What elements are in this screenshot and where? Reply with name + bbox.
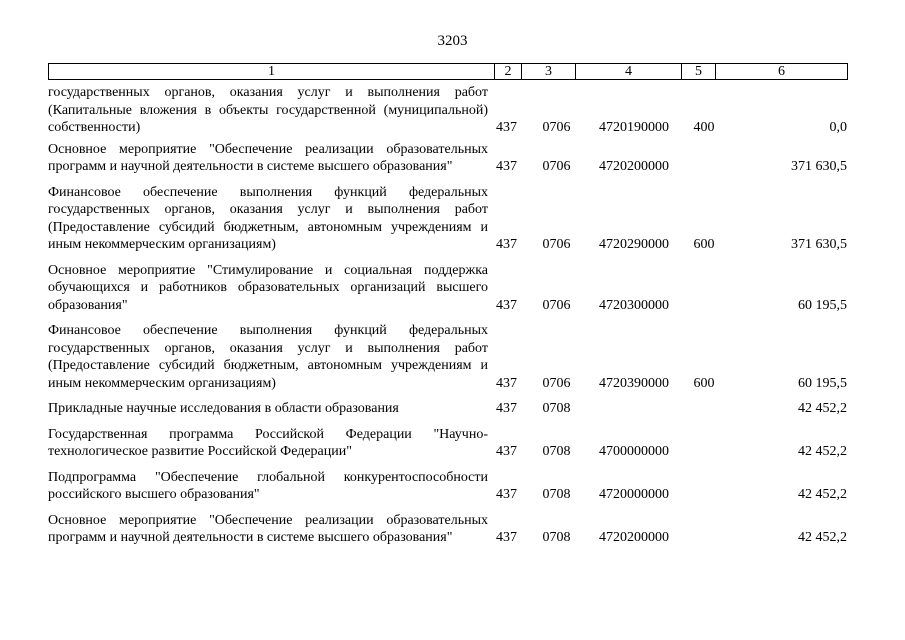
column-header-6: 6 (715, 64, 847, 79)
table-row (48, 184, 848, 254)
row-section-code: 0706 (542, 120, 571, 135)
table-row (48, 469, 848, 504)
row-section-code: 0708 (542, 444, 571, 459)
row-name: Финансовое обеспечение выполнения функций федеральных государственных органов, оказания услуг и выполнения работ (Предоставление субсидий бюджетным, автономным учреждениям и иным некоммерческим организациям) (48, 184, 488, 252)
table-row (48, 141, 848, 176)
column-header-2: 2 (494, 64, 521, 79)
row-target-code: 4720200000 (599, 530, 669, 545)
row-amount: 42 452,2 (798, 487, 847, 502)
table-row (48, 512, 848, 547)
row-amount: 60 195,5 (798, 375, 847, 391)
row-section-code: 0706 (542, 159, 571, 174)
row-target-code: 4720000000 (599, 487, 669, 502)
row-section-code: 0708 (542, 530, 571, 545)
row-section-code: 0706 (542, 297, 571, 313)
row-ministry-code: 437 (496, 401, 517, 416)
row-amount: 60 195,5 (798, 297, 847, 313)
table-body (48, 84, 848, 547)
row-expense-type: 400 (693, 120, 715, 135)
row-ministry-code: 437 (496, 375, 517, 391)
row-name: Государственная программа Российской Федерации "Научно-технологическое развитие Российской Федерации" (48, 426, 488, 459)
row-amount: 371 630,5 (791, 237, 847, 252)
row-name: государственных органов, оказания услуг и выполнения работ (Капитальные вложения в объекты государственной (муниципальной) собственности) (48, 85, 488, 135)
row-amount: 0,0 (829, 120, 847, 135)
row-expense-type: 600 (693, 237, 715, 252)
row-name: Прикладные научные исследования в области образования (48, 401, 399, 416)
row-target-code: 4720190000 (599, 120, 669, 135)
column-header-4: 4 (575, 64, 681, 79)
row-name: Основное мероприятие "Стимулирование и социальная поддержка обучающихся и работников образовательных организаций высшего образования" (48, 262, 488, 313)
row-target-code: 4700000000 (599, 444, 669, 459)
row-amount: 42 452,2 (798, 530, 847, 545)
table-row (48, 400, 848, 418)
column-header-1: 1 (268, 64, 275, 79)
row-ministry-code: 437 (496, 120, 517, 135)
table-row (48, 262, 848, 315)
row-section-code: 0706 (542, 375, 571, 391)
row-expense-type: 600 (693, 375, 715, 391)
row-target-code: 4720300000 (599, 297, 669, 313)
row-amount: 42 452,2 (798, 401, 847, 416)
row-amount: 371 630,5 (791, 159, 847, 174)
page-number: 3203 (437, 33, 468, 49)
table-header (48, 63, 848, 80)
row-section-code: 0706 (542, 237, 571, 252)
row-target-code: 4720200000 (599, 159, 669, 174)
row-ministry-code: 437 (496, 487, 517, 502)
row-ministry-code: 437 (496, 159, 517, 174)
row-ministry-code: 437 (496, 237, 517, 252)
row-section-code: 0708 (542, 401, 571, 416)
table-row (48, 322, 848, 392)
column-header-3: 3 (521, 64, 575, 79)
row-ministry-code: 437 (496, 530, 517, 545)
row-ministry-code: 437 (496, 297, 517, 313)
row-amount: 42 452,2 (798, 444, 847, 459)
table-row (48, 426, 848, 461)
row-name: Финансовое обеспечение выполнения функций федеральных государственных органов, оказания услуг и выполнения работ (Предоставление субсидий бюджетным, автономным учреждениям и иным некоммерческим организациям) (48, 323, 488, 391)
column-header-5: 5 (681, 64, 715, 79)
row-name: Основное мероприятие "Обеспечение реализации образовательных программ и научной деятельности в системе высшего образования" (48, 141, 488, 174)
row-name: Основное мероприятие "Обеспечение реализации образовательных программ и научной деятельности в системе высшего образования" (48, 512, 488, 545)
row-section-code: 0708 (542, 487, 571, 502)
table-row (48, 84, 848, 137)
row-target-code: 4720390000 (599, 375, 669, 391)
row-ministry-code: 437 (496, 444, 517, 459)
row-name: Подпрограмма "Обеспечение глобальной конкурентоспособности российского высшего образования" (48, 469, 488, 502)
row-target-code: 4720290000 (599, 237, 669, 252)
